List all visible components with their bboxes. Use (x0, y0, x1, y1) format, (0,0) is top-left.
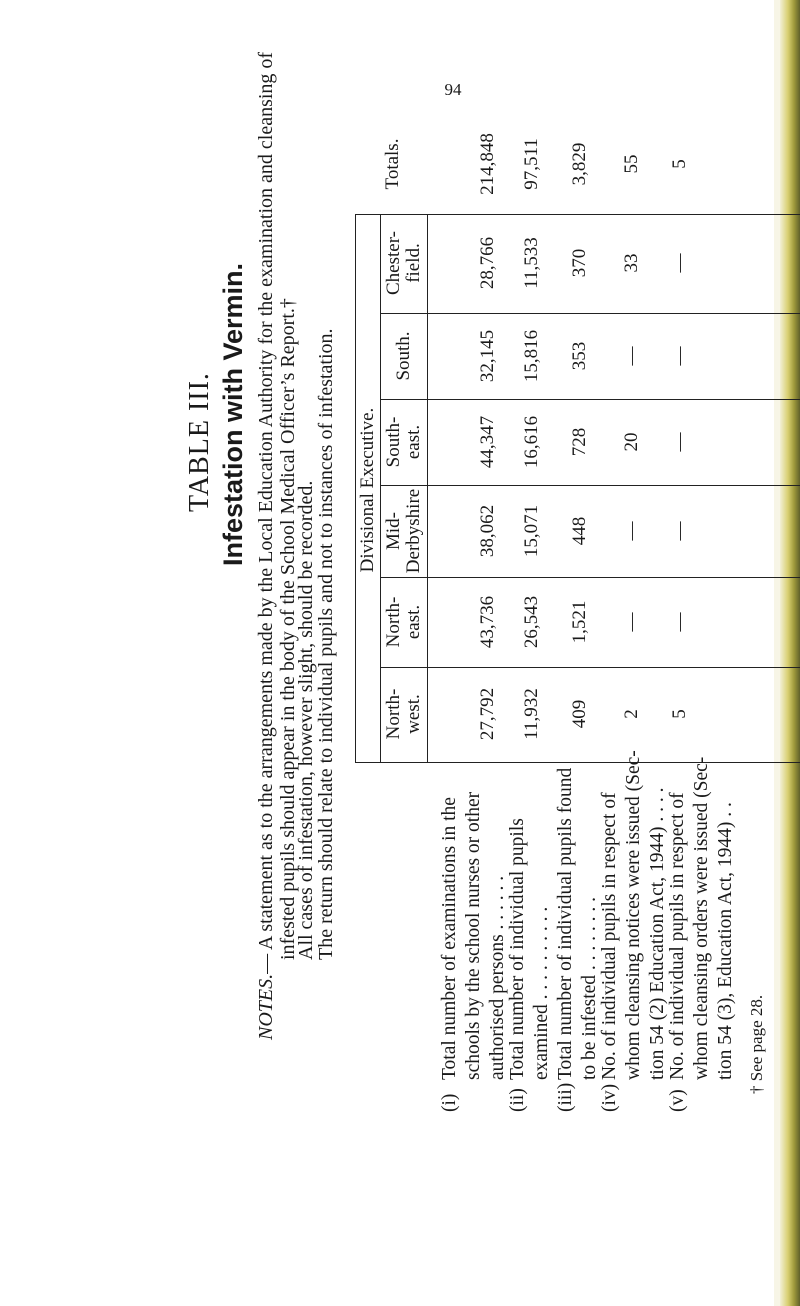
cell-r3-south-east: 728 (569, 427, 591, 457)
rule-h-6 (380, 667, 800, 668)
notes-line-1-text: — A statement as to the arrangements made by the Local Education Authority for the examination and cleansing of (255, 51, 277, 974)
row-4-num: (iv) (599, 1083, 620, 1112)
header-south-east: South- east. (383, 416, 424, 468)
cell-r4-north-east: — (621, 612, 643, 632)
cell-r4-south: — (621, 346, 643, 366)
rule-v-header-bottom (427, 214, 428, 762)
cell-r5-north-west: 5 (669, 709, 691, 719)
row-1-num: (i) (439, 1093, 460, 1112)
header-south: South. (393, 331, 415, 381)
header-totals: Totals. (382, 138, 404, 190)
row-2-num: (ii) (507, 1088, 528, 1112)
cell-r3-mid-derbyshire: 448 (569, 516, 591, 546)
row-4-label-line-3: tion 54 (2) Education Act, 1944) . . . . (647, 787, 668, 1080)
row-4-label-line-1: No. of individual pupils in respect of (599, 792, 620, 1080)
notes-line-1 (256, 52, 276, 1040)
row-5-label-line-1: No. of individual pupils in respect of (667, 792, 688, 1080)
rule-h-5 (380, 577, 800, 578)
cell-r2-south-east: 16,616 (521, 415, 543, 469)
row-1-label-line-2: schools by the school nurses or other (463, 791, 484, 1080)
cell-r4-north-west: 2 (621, 709, 643, 719)
rule-v-subheader (380, 214, 381, 762)
cell-r2-mid-derbyshire: 15,071 (521, 504, 543, 558)
rule-h-4 (380, 485, 800, 486)
cell-r3-south: 353 (569, 341, 591, 371)
rule-h-3 (380, 399, 800, 400)
row-5-num: (v) (667, 1089, 688, 1112)
row-1-label-line-1: Total number of examinations in the (439, 797, 460, 1080)
row-3-label-line-2: to be infested . . . . . . . . (579, 896, 600, 1080)
footnote: † See page 28. (747, 994, 766, 1094)
row-5-label-line-3: tion 54 (3), Education Act, 1944) . . (715, 802, 736, 1080)
cell-r1-north-east: 43,736 (477, 595, 499, 649)
cell-r1-mid-derbyshire: 38,062 (477, 504, 499, 558)
cell-r3-north-west: 409 (569, 699, 591, 729)
cell-r2-south: 15,816 (521, 329, 543, 383)
rule-h-7 (355, 762, 800, 763)
notes-line-4: The return should relate to individual pupils and not to instances of infestation. (315, 328, 337, 960)
row-4-label-line-2: whom cleansing notices were issued (Sec- (623, 750, 644, 1080)
cell-r5-totals: 5 (669, 159, 691, 169)
header-north-west: North- west. (383, 688, 424, 740)
row-1-label-line-3: authorised persons . . . . . . (487, 875, 508, 1080)
cell-r3-totals: 3,829 (569, 142, 591, 186)
cell-r1-chesterfield: 28,766 (477, 236, 499, 290)
cell-r1-north-west: 27,792 (477, 687, 499, 741)
cell-r4-chesterfield: 33 (621, 253, 643, 273)
cell-r3-chesterfield: 370 (569, 248, 591, 278)
page-number: 94 (444, 80, 462, 99)
row-3-label-line-1: Total number of individual pupils found (555, 767, 576, 1080)
cell-r2-totals: 97,511 (521, 138, 543, 190)
row-5-label-line-2: whom cleansing orders were issued (Sec- (691, 756, 712, 1080)
row-3-num: (iii) (555, 1082, 576, 1112)
cell-r1-totals: 214,848 (477, 133, 499, 195)
cell-r5-north-east: — (669, 612, 691, 632)
rule-v-header-outer (355, 214, 356, 762)
cell-r3-north-east: 1,521 (569, 600, 591, 644)
row-2-label-line-1: Total number of individual pupils (507, 818, 528, 1080)
cell-r2-north-east: 26,543 (521, 595, 543, 649)
cell-r1-south: 32,145 (477, 329, 499, 383)
header-mid-derbyshire: Mid- Derbyshire (383, 488, 424, 574)
table-title: Infestation with Vermin. (218, 262, 248, 566)
notes-line-3: All cases of infestation, however slight, should be recorded. (295, 480, 317, 960)
cell-r2-north-west: 11,932 (521, 688, 543, 740)
table-caption: TABLE III. (184, 372, 215, 512)
header-north-east: North- east. (383, 596, 424, 648)
cell-r5-south-east: — (669, 432, 691, 452)
rule-h-2 (380, 313, 800, 314)
notes-lead: NOTES. (255, 973, 277, 1040)
cell-r5-chesterfield: — (669, 253, 691, 273)
cell-r1-south-east: 44,347 (477, 415, 499, 469)
cell-r4-totals: 55 (621, 154, 643, 174)
cell-r2-chesterfield: 11,533 (521, 237, 543, 289)
cell-r5-south: — (669, 346, 691, 366)
header-chesterfield: Chester- field. (383, 231, 424, 295)
notes-line-2: infested pupils should appear in the body of the School Medical Officer’s Report.† (277, 298, 299, 960)
cell-r5-mid-derbyshire: — (669, 521, 691, 541)
cell-r4-south-east: 20 (621, 432, 643, 452)
rule-h-1 (355, 214, 800, 215)
cell-r4-mid-derbyshire: — (621, 521, 643, 541)
row-2-label-line-2: examined . . . . . . . . . . (531, 906, 552, 1080)
header-divisional-executive: Divisional Executive. (357, 407, 379, 573)
